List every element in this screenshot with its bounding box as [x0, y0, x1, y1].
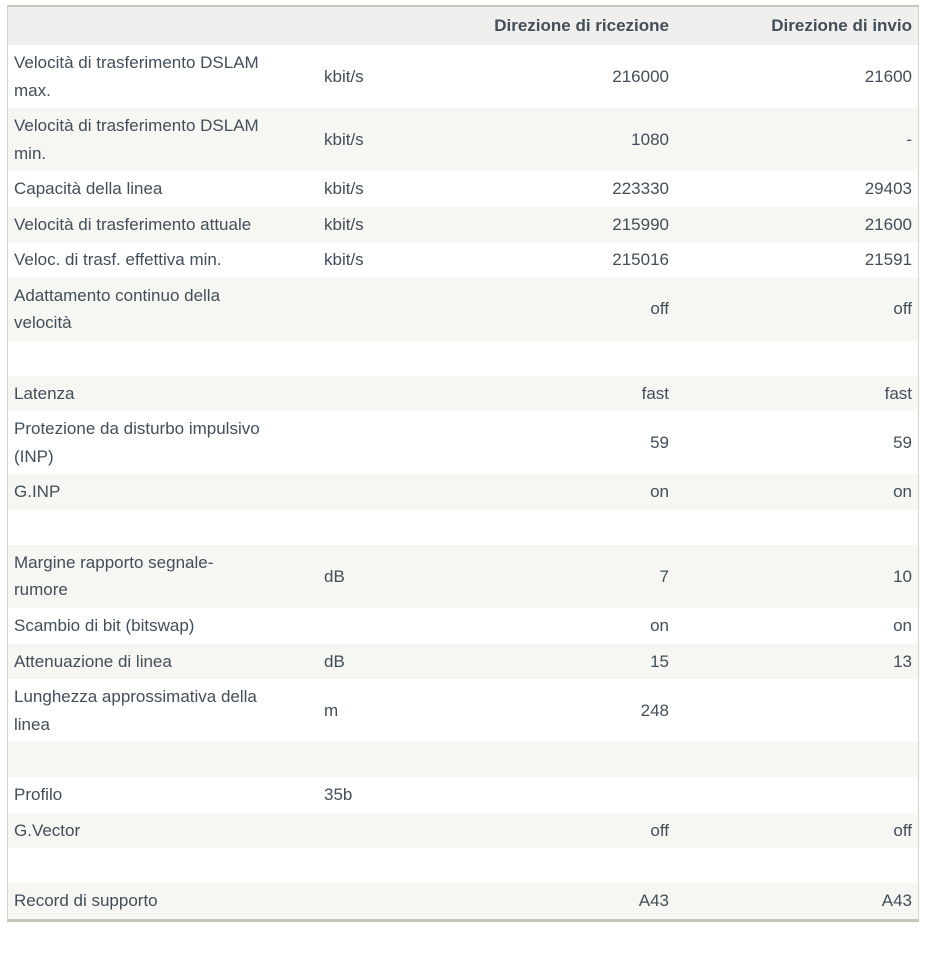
- row-label: [8, 341, 272, 376]
- row-label: Margine rapporto segnale-rumore: [14, 552, 214, 600]
- header-direction-send: Direzione di invio: [771, 16, 912, 36]
- row-unit: [272, 510, 422, 545]
- row-unit: kbit/s: [324, 179, 364, 199]
- table-row: [8, 108, 918, 171]
- table-row: [8, 813, 918, 849]
- row-unit: dB: [324, 566, 345, 586]
- header-row: [8, 7, 918, 45]
- row-label: Velocità di trasferimento DSLAM min.: [14, 116, 259, 163]
- table-header: [8, 7, 918, 45]
- row-send-value: on: [893, 615, 912, 635]
- row-unit: [272, 742, 422, 777]
- row-receive-value: [422, 777, 677, 813]
- row-label: Scambio di bit (bitswap): [14, 615, 195, 635]
- table-row: [8, 777, 918, 813]
- row-unit: [272, 278, 422, 341]
- row-label: Adattamento continuo della velocità: [14, 285, 221, 333]
- row-unit: [272, 883, 422, 919]
- row-label: Latenza: [14, 383, 75, 403]
- row-send-value: 29403: [864, 179, 912, 199]
- row-label: Velocità di trasferimento attuale: [14, 214, 252, 234]
- table-row: [8, 644, 918, 680]
- row-send-value: [677, 742, 918, 777]
- row-send-value: A43: [881, 891, 912, 911]
- row-send-value: 21600: [864, 214, 912, 234]
- row-label: Attenuazione di linea: [14, 651, 172, 671]
- row-receive-value: 7: [659, 566, 669, 586]
- table-row: [8, 608, 918, 644]
- row-receive-value: 215990: [612, 214, 669, 234]
- row-receive-value: [422, 510, 677, 545]
- table-row: [8, 376, 918, 412]
- table-row: [8, 341, 918, 376]
- row-unit: kbit/s: [324, 129, 364, 149]
- row-send-value: 13: [893, 651, 912, 671]
- row-unit: dB: [324, 651, 345, 671]
- row-label: Protezione da disturbo impulsivo (INP): [14, 419, 260, 466]
- row-receive-value: on: [650, 482, 669, 502]
- row-label: [8, 848, 272, 883]
- row-send-value: [677, 341, 918, 376]
- row-send-value: 10: [893, 566, 912, 586]
- table-row: [8, 848, 918, 883]
- row-label: G.Vector: [14, 820, 81, 840]
- row-receive-value: fast: [641, 383, 669, 403]
- row-label: G.INP: [14, 482, 61, 502]
- table-row: [8, 679, 918, 742]
- row-unit: kbit/s: [324, 66, 364, 86]
- row-receive-value: off: [650, 299, 669, 319]
- row-unit: 35b: [324, 785, 353, 805]
- row-receive-value: [422, 848, 677, 883]
- row-send-value: [677, 777, 918, 813]
- row-unit: kbit/s: [324, 214, 364, 234]
- row-send-value: on: [893, 482, 912, 502]
- table-body: [8, 45, 918, 919]
- row-label: [8, 510, 272, 545]
- table-row: [8, 45, 918, 108]
- row-send-value: 59: [893, 433, 912, 453]
- row-send-value: 21591: [864, 250, 912, 270]
- row-send-value: [677, 679, 918, 742]
- row-unit: [272, 474, 422, 510]
- row-receive-value: 15: [650, 651, 669, 671]
- row-unit: [272, 376, 422, 412]
- row-receive-value: on: [650, 615, 669, 635]
- table-row: [8, 278, 918, 341]
- row-send-value: fast: [884, 383, 912, 403]
- row-send-value: [677, 510, 918, 545]
- row-send-value: off: [893, 820, 912, 840]
- row-send-value: off: [893, 299, 912, 319]
- row-label: [8, 742, 272, 777]
- row-receive-value: 1080: [631, 129, 669, 149]
- row-receive-value: 216000: [612, 66, 669, 86]
- row-receive-value: 215016: [612, 250, 669, 270]
- row-label: Record di supporto: [14, 891, 158, 911]
- table-row: [8, 474, 918, 510]
- row-send-value: 21600: [864, 66, 912, 86]
- dsl-statistics-panel: [7, 5, 919, 922]
- row-unit: [272, 848, 422, 883]
- table-row: [8, 742, 918, 777]
- table-row: [8, 207, 918, 243]
- row-label: Capacità della linea: [14, 179, 163, 199]
- row-label: Velocità di trasferimento DSLAM max.: [14, 53, 259, 100]
- header-parameter: [8, 7, 272, 45]
- row-receive-value: 248: [640, 700, 669, 720]
- row-unit: m: [324, 700, 339, 720]
- row-send-value: [677, 848, 918, 883]
- table-row: [8, 411, 918, 474]
- row-unit: [272, 813, 422, 849]
- row-unit: [272, 341, 422, 376]
- dsl-statistics-table: [8, 7, 918, 919]
- table-row: [8, 510, 918, 545]
- table-row: [8, 883, 918, 919]
- row-receive-value: [422, 341, 677, 376]
- row-receive-value: 223330: [612, 179, 669, 199]
- row-unit: [272, 411, 422, 474]
- row-label: Lunghezza approssimativa della linea: [14, 687, 257, 734]
- header-direction-receive: Direzione di ricezione: [494, 16, 669, 36]
- row-label: Veloc. di trasf. effettiva min.: [14, 250, 222, 270]
- table-row: [8, 242, 918, 278]
- row-receive-value: 59: [650, 433, 669, 453]
- row-receive-value: A43: [638, 891, 669, 911]
- row-unit: [272, 608, 422, 644]
- row-label: Profilo: [14, 785, 63, 805]
- row-unit: kbit/s: [324, 250, 364, 270]
- table-row: [8, 545, 918, 608]
- row-send-value: -: [906, 129, 912, 149]
- row-receive-value: off: [650, 820, 669, 840]
- table-row: [8, 171, 918, 207]
- header-unit: [272, 7, 422, 45]
- row-receive-value: [422, 742, 677, 777]
